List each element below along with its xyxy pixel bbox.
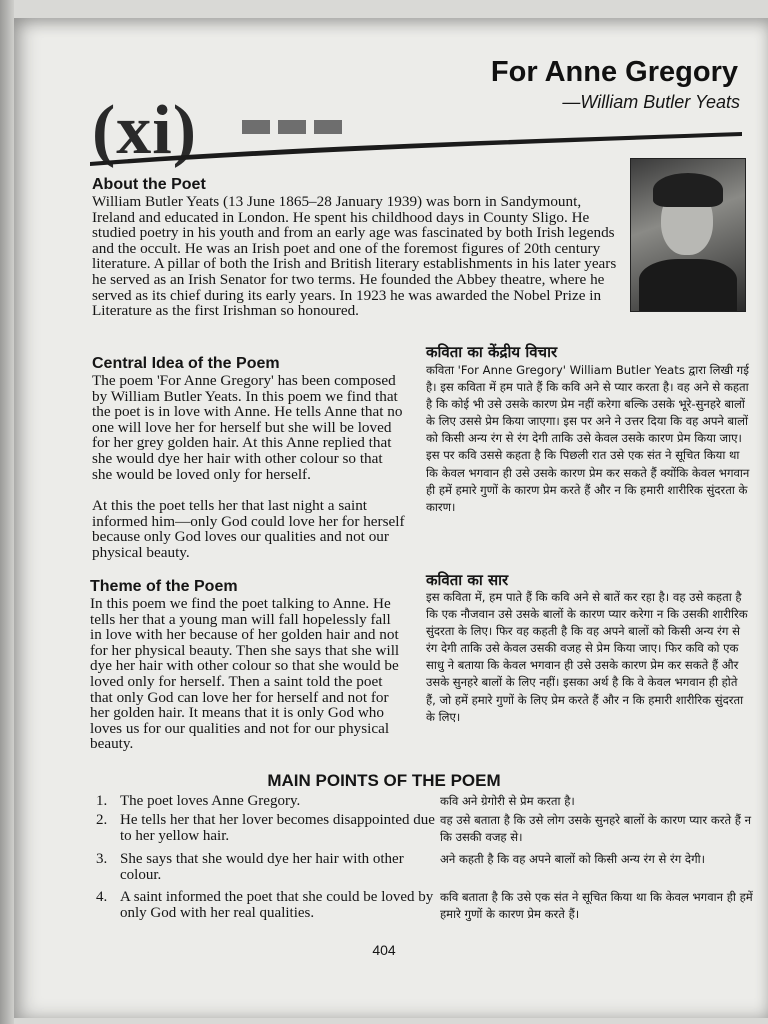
poet-portrait [630, 158, 746, 312]
poem-author: —William Butler Yeats [562, 92, 740, 112]
main-point-1: 1. The poet loves Anne Gregory. [96, 793, 301, 809]
central-idea-text-1: The poem 'For Anne Gregory' has been composed by William Butler Yeats. In this poem we find that the poet is in love with Anne. He tells Anne that no one will love her for herself but she will be loved for her grey golden hair. At this Anne replied that she would dye her hair with other colour so that she would be loved only for herself. [92, 372, 403, 483]
poem-title: For Anne Gregory [490, 56, 738, 88]
central-idea-heading: Central Idea of the Poem [92, 355, 280, 372]
chapter-number: (xi) [92, 92, 198, 169]
main-point-3: 3. She says that she would dye her hair with other colour. [96, 851, 404, 883]
main-point-2-hindi: वह उसे बताता है कि उसे लोग उसके सुनहरे बालों के कारण प्यार करते हैं न कि उसकी वजह से। [440, 813, 752, 844]
summary-hindi-heading: कविता का सार [426, 571, 509, 589]
central-idea-hindi-text: कविता 'For Anne Gregory' William Butler Yeats द्वारा लिखी गई है। इस कविता में हम पाते हैं कि कवि अने से प्यार करता है। वह अने से कहता है कि कोई भी उसे उसके कारण प्रेम नहीं करेगा बल्कि उसके भूरे-सुनहरे बालों के लिए उससे प्रेम किया जाएगा। इस पर अने ने उत्तर दिया कि वह अपने बालों को किसी अन्य रंग से रंग देगी ताकि उसे केवल उसके कारण प्रेम किया जाए। इस पर कवि उससे कहता है कि पिछली रात उसे एक संत ने सूचित किया था कि केवल भगवान ही उसे उसके कारण प्रेम कर सकते हैं क्योंकि केवल भगवान ही हमें हमारे गुणों के कारण प्रेम करते हैं और न कि हमारी शारीरिक सुंदरता के कारण। [426, 363, 750, 514]
central-idea-text-2: At this the poet tells her that last night a saint informed him—only God could love her for herself because only God loves our qualities and not our physical beauty. [92, 497, 405, 561]
main-points-heading: MAIN POINTS OF THE POEM [267, 771, 501, 790]
main-point-4: 4. A saint informed the poet that she could be loved by only God with her real qualities. [96, 889, 434, 921]
main-point-2: 2. He tells her that her lover becomes disappointed due to her yellow hair. [96, 812, 435, 844]
theme-text: In this poem we find the poet talking to Anne. He tells her that a young man will fall hopelessly fall in love with her because of her golden hair and not for her physical beauty. Then she says that she will dye her hair with other colour so that she would be loved only for herself. Then a saint told the poet that only God can love her for herself and not for her golden hair. It means that it is only God who loves us for our qualities and not for our physical beauty. [90, 595, 400, 753]
about-poet-heading: About the Poet [92, 176, 206, 193]
about-poet-text: William Butler Yeats (13 June 1865–28 January 1939) was born in Sandymount, Ireland and educated in London. He spent his childhood days in County Sligo. He studied poetry in his youth and from an early age was fascinated by both Irish legends and the occult. He was an Irish poet and one of the foremost figures of 20th century literature. A pillar of both the Irish and British literary establishments in his later years he served as an Irish Senator for two terms. He founded the Abbey theatre, where he served as its chief during its early years. In 1923 he was awarded the Nobel Prize in Literature as the first Irishman so honoured. [92, 193, 617, 320]
main-point-4-hindi: कवि बताता है कि उसे एक संत ने सूचित किया था कि केवल भगवान ही हमें हमारे गुणों के कारण प्रेम करते हैं। [440, 890, 753, 921]
summary-hindi-text: इस कविता में, हम पाते हैं कि कवि अने से बातें कर रहा है। वह उसे कहता है कि एक नौजवान उसे उसके बालों के कारण प्यार करेगा न कि उसकी शारीरिक सुंदरता के लिए। फिर वह कहती है कि वह अपने बालों को किसी अन्य रंग से रंग देगी ताकि उसे केवल उसकी वजह से प्रेम किया जाए। फिर कवि को एक साधु ने बताया कि केवल भगवान ही उसे उसके कारण प्रेम कर सकते हैं और उसके सुनहरे बालों के लिए नहीं। इसका अर्थ है कि वे केवल भगवान ही होते हैं, जो हमें हमारे गुणों के लिए प्रेम करते हैं और न कि हमारी शारीरिक सुंदरता के लिए। [426, 590, 748, 724]
theme-heading: Theme of the Poem [90, 578, 238, 595]
page-number: 404 [372, 942, 396, 958]
main-point-1-hindi: कवि अने ग्रेगोरी से प्रेम करता है। [440, 794, 575, 808]
book-binding-shadow [0, 0, 14, 1024]
central-idea-hindi-heading: कविता का केंद्रीय विचार [426, 343, 558, 361]
main-point-3-hindi: अने कहती है कि वह अपने बालों को किसी अन्य रंग से रंग देगी। [440, 852, 706, 866]
